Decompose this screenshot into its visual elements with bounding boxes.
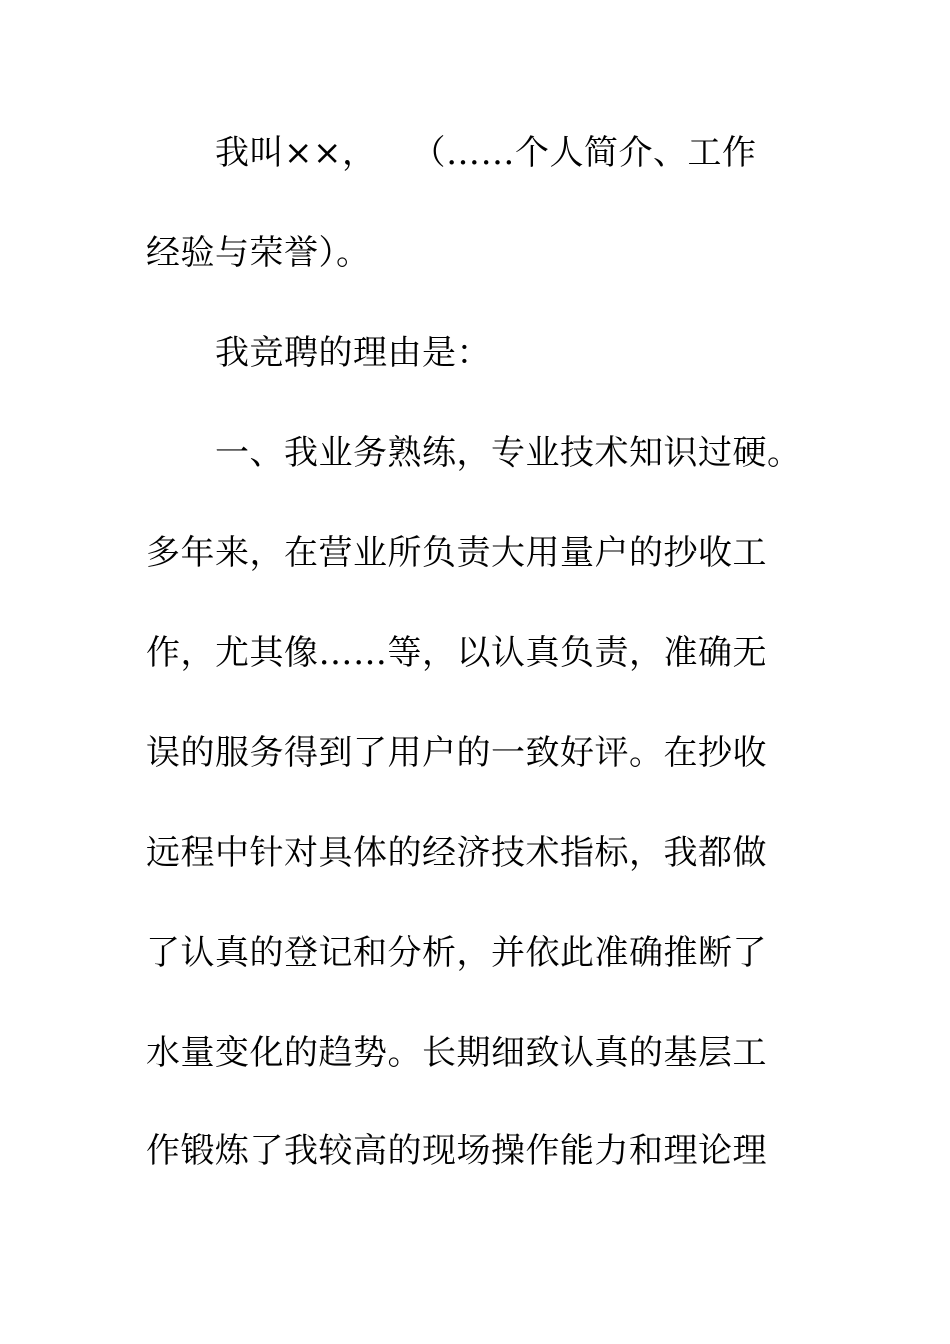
paragraph-line-intro-cont: 经验与荣誉）。: [146, 233, 371, 273]
paragraph-line: 远程中针对具体的经济技术指标，我都做: [146, 833, 767, 873]
paragraph-line: 误的服务得到了用户的一致好评。在抄收: [146, 733, 767, 773]
paragraph-line: 作，尤其像……等，以认真负责，准确无: [146, 633, 767, 673]
paragraph-line-reasons-heading: 我竞聘的理由是：: [215, 333, 491, 373]
paragraph-line: 了认真的登记和分析，并依此准确推断了: [146, 933, 767, 973]
paragraph-line: 水量变化的趋势。长期细致认真的基层工: [146, 1033, 767, 1073]
paragraph-line-reason-one: 一、我业务熟练，专业技术知识过硬。: [215, 433, 802, 473]
paragraph-line: 多年来，在营业所负责大用量户的抄收工: [146, 533, 767, 573]
paragraph-line: 作锻炼了我较高的现场操作能力和理论理: [146, 1131, 767, 1171]
paragraph-line-intro: 我叫××， （……个人简介、工作: [215, 133, 757, 173]
